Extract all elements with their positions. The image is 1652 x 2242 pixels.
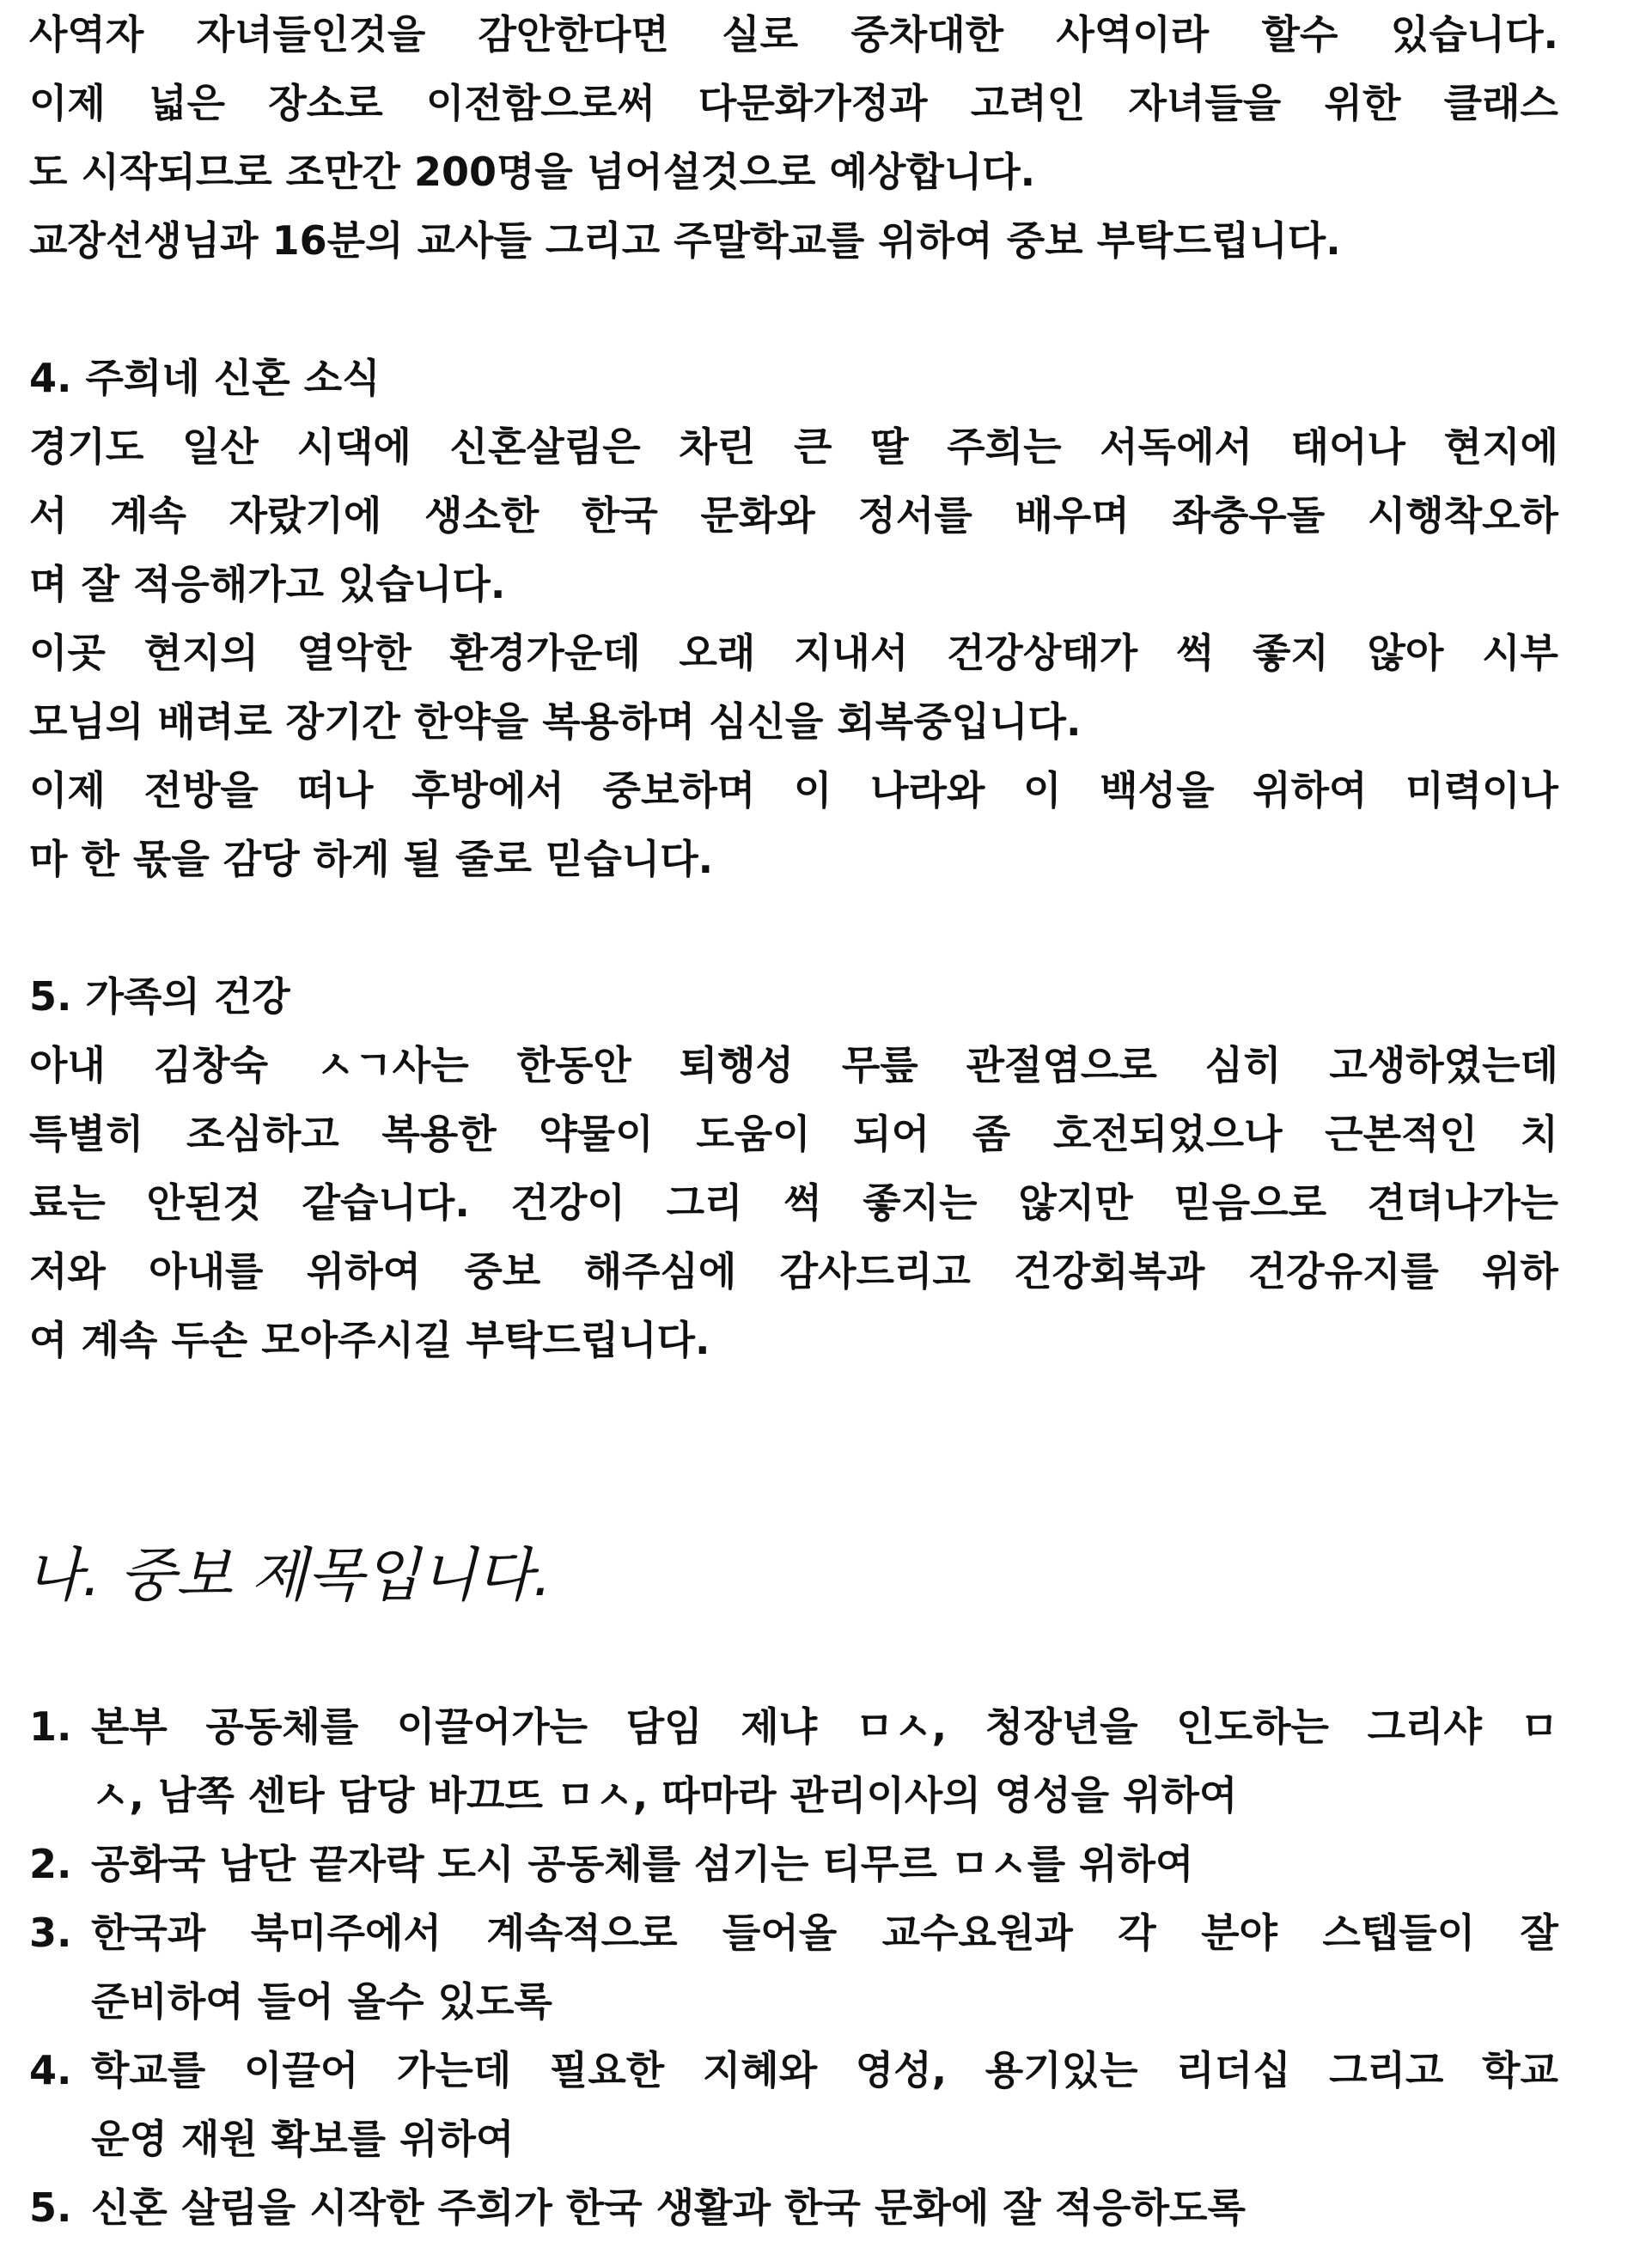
list-item — [29, 1692, 1558, 1830]
body-line: 이곳 현지의 열악한 환경가운데 오래 지내서 건강상태가 썩 좋지 않아 시부 — [29, 630, 1558, 676]
item-line: 운영 재원 확보를 위하여 — [91, 2116, 515, 2162]
section-5 — [29, 962, 1558, 1374]
list-item — [29, 2036, 1558, 2173]
body-line: 며 잘 적응해가고 있습니다. — [29, 561, 506, 607]
body-line: 특별히 조심하고 복용한 약물이 도움이 되어 좀 호전되었으나 근본적인 치 — [29, 1111, 1558, 1157]
intro-paragraph — [29, 0, 1558, 275]
body-line: 여 계속 두손 모아주시길 부탁드립니다. — [29, 1317, 710, 1363]
body-line: 저와 아내를 위하여 중보 해주심에 감사드리고 건강회복과 건강유지를 위하 — [29, 1248, 1558, 1295]
body-line: 이제 전방을 떠나 후방에서 중보하며 이 나라와 이 백성을 위하여 미력이나 — [29, 767, 1558, 813]
body-line: 이제 넓은 장소로 이전함으로써 다문화가정과 고려인 자녀들을 위한 클래스 — [29, 80, 1558, 126]
body-line: 경기도 일산 시댁에 신혼살림은 차린 큰 딸 주희는 서독에서 태어나 현지에 — [29, 423, 1558, 470]
item-number: 2. — [29, 1841, 72, 1887]
item-number: 5. — [29, 2184, 72, 2231]
section-title: 5. 가족의 건강 — [29, 973, 290, 1020]
item-line: 학교를 이끌어 가는데 필요한 지혜와 영성, 용기있는 리더십 그리고 학교 — [91, 2047, 1558, 2093]
item-line: 한국과 북미주에서 계속적으로 들어올 교수요원과 각 분야 스텝들이 잘 — [91, 1910, 1558, 1956]
item-line: ㅅ, 남쪽 센타 담당 바끄뜨 ㅁㅅ, 따마라 관리이사의 영성을 위하여 — [91, 1772, 1238, 1819]
item-line: 준비하여 들어 올수 있도록 — [91, 1978, 552, 2025]
prayer-heading: 나. 중보 제목입니다. — [26, 1542, 552, 1610]
section-4 — [29, 344, 1558, 893]
list-item — [29, 1830, 1558, 1898]
prayer-list — [29, 1692, 1558, 2242]
body-line: 교장선생님과 16분의 교사들 그리고 주말학교를 위하여 중보 부탁드립니다. — [29, 217, 1341, 264]
item-number: 3. — [29, 1910, 72, 1956]
list-item — [29, 2173, 1558, 2242]
item-number: 1. — [29, 1703, 72, 1750]
body-line: 마 한 몫을 감당 하게 될 줄로 믿습니다. — [29, 836, 714, 882]
body-line: 서 계속 자랐기에 생소한 한국 문화와 정서를 배우며 좌충우돌 시행착오하 — [29, 492, 1558, 539]
body-line: 사역자 자녀들인것을 감안한다면 실로 중차대한 사역이라 할수 있습니다. — [29, 11, 1558, 58]
body-line: 료는 안된것 같습니다. 건강이 그리 썩 좋지는 않지만 믿음으로 견뎌나가는 — [29, 1179, 1558, 1226]
body-line: 아내 김창숙 ㅅㄱ사는 한동안 퇴행성 무릎 관절염으로 심히 고생하였는데 — [29, 1042, 1558, 1088]
section-title: 4. 주희네 신혼 소식 — [29, 355, 381, 401]
body-line: 모님의 배려로 장기간 한약을 복용하며 심신을 회복중입니다. — [29, 698, 1082, 745]
item-line: 공화국 남단 끝자락 도시 공동체를 섬기는 티무르 ㅁㅅ를 위하여 — [91, 1841, 1194, 1887]
item-number: 4. — [29, 2047, 72, 2093]
item-line: 본부 공동체를 이끌어가는 담임 제냐 ㅁㅅ, 청장년을 인도하는 그리샤 ㅁ — [91, 1703, 1558, 1750]
list-item — [29, 1898, 1558, 2036]
body-line: 도 시작되므로 조만간 200명을 넘어설것으로 예상합니다. — [29, 149, 1036, 195]
item-line: 신혼 살림을 시작한 주희가 한국 생활과 한국 문화에 잘 적응하도록 — [91, 2184, 1246, 2231]
